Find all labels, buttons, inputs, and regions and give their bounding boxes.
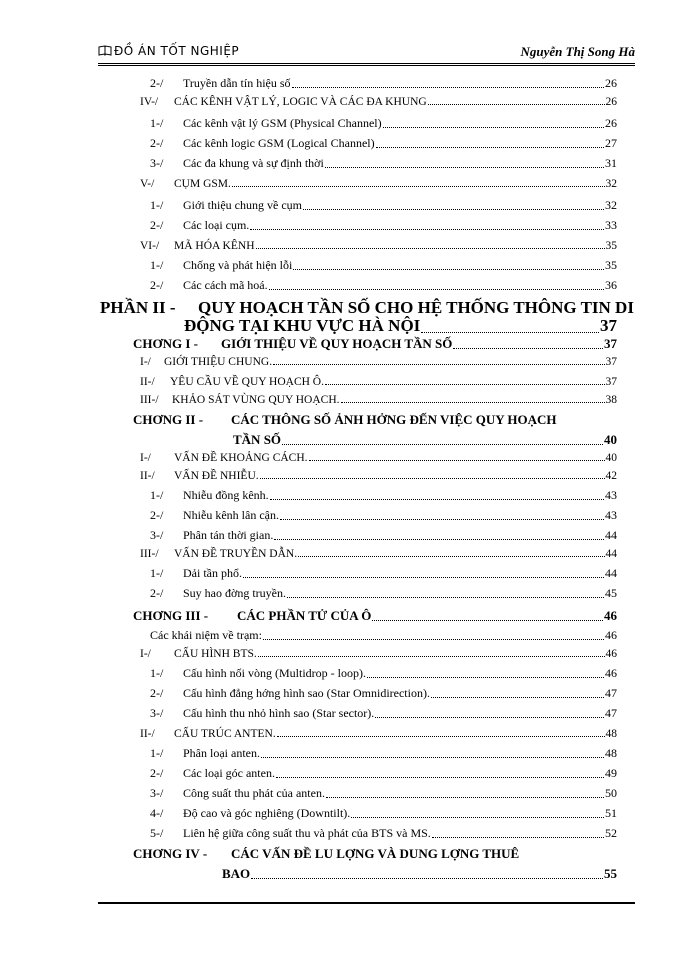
toc-row[interactable]: I-/ GIỚI THIỆU CHUNG. 37: [140, 356, 617, 368]
toc-row[interactable]: 1-/ Dải tần phổ. 44: [150, 566, 617, 580]
toc-chapter[interactable]: CHƠNG I - GIỚI THIỆU VỀ QUY HOẠCH TẦN SỐ 37: [133, 336, 617, 351]
toc-row[interactable]: I-/ CẤU HÌNH BTS. 46: [140, 648, 617, 660]
header-rule: [98, 63, 635, 66]
toc-row[interactable]: II-/ VẤN ĐỀ NHIỄU. 42: [140, 470, 617, 482]
author-name: Nguyễn Thị Song Hà: [520, 44, 635, 59]
toc-row[interactable]: 2-/ Cấu hình đẳng hớng hình sao (Star Omnidirection). 47: [150, 686, 617, 700]
toc-row[interactable]: 2-/ Truyền dẫn tín hiệu số 26: [150, 76, 617, 90]
toc-chapter[interactable]: CHƠNG III - CÁC PHẦN TỬ CỦA Ô 46: [133, 608, 617, 623]
toc-part-heading[interactable]: PHẦN II - QUY HOẠCH TẦN SỐ CHO HỆ THỐNG THÔNG TIN DI: [100, 298, 634, 317]
header-left: [98, 44, 239, 58]
toc-row[interactable]: 5-/ Liên hệ giữa công suất thu và phát của BTS và MS. 52: [150, 826, 617, 840]
toc-row[interactable]: ĐỘNG TẠI KHU VỰC HÀ NỘI 37: [184, 316, 617, 335]
toc-row[interactable]: 1-/ Nhiễu đồng kênh. 43: [150, 488, 617, 502]
toc-row[interactable]: 3-/ Các đa khung và sự định thời 31: [150, 156, 617, 170]
toc-row[interactable]: 2-/ Các loại góc anten. 49: [150, 766, 617, 780]
document-title: ĐỒ ÁN TỐT NGHIỆP: [114, 44, 240, 58]
toc-chapter[interactable]: CHƠNG II - CÁC THÔNG SỐ ẢNH HỞNG ĐẾN VIỆC QUY HOẠCH: [133, 412, 557, 427]
toc-row[interactable]: IV-/ CÁC KÊNH VẬT LÝ, LOGIC VÀ CÁC ĐA KHUNG 26: [140, 96, 617, 108]
page-header: [98, 42, 635, 66]
toc-row[interactable]: 4-/ Độ cao và góc nghiêng (Downtilt). 51: [150, 806, 617, 820]
toc-row[interactable]: 2-/ Các kênh logic GSM (Logical Channel) 27: [150, 136, 617, 150]
toc-row[interactable]: 2-/ Các loại cụm. 33: [150, 218, 617, 232]
toc-row[interactable]: TẦN SỐ 40: [233, 432, 617, 447]
toc-row[interactable]: III-/ KHẢO SÁT VÙNG QUY HOẠCH. 38: [140, 394, 617, 406]
toc-row[interactable]: VI-/ MÃ HÓA KÊNH 35: [140, 240, 617, 252]
toc-row[interactable]: 1-/ Các kênh vật lý GSM (Physical Channel) 26: [150, 116, 617, 130]
toc-row[interactable]: BAO 55: [222, 866, 617, 881]
toc-row[interactable]: Các khái niệm về trạm: 46: [150, 628, 617, 642]
toc-row[interactable]: 2-/ Các cách mã hoá. 36: [150, 278, 617, 292]
toc-row[interactable]: 3-/ Công suất thu phát của anten. 50: [150, 786, 617, 800]
book-icon: [98, 45, 112, 56]
toc-row[interactable]: 2-/ Suy hao đờng truyền. 45: [150, 586, 617, 600]
toc-row[interactable]: 2-/ Nhiễu kênh lân cận. 43: [150, 508, 617, 522]
toc-row[interactable]: 3-/ Cấu hình thu nhỏ hình sao (Star sector). 47: [150, 706, 617, 720]
toc-row[interactable]: V-/ CỤM GSM. 32: [140, 178, 617, 190]
toc-chapter[interactable]: CHƠNG IV - CÁC VẤN ĐỀ LU LỢNG VÀ DUNG LỢNG THUÊ: [133, 846, 520, 861]
footer-rule: [98, 902, 635, 904]
toc-row[interactable]: 1-/ Cấu hình nối vòng (Multidrop - loop). 46: [150, 666, 617, 680]
toc-row[interactable]: 3-/ Phân tán thời gian. 44: [150, 528, 617, 542]
toc-row[interactable]: II-/ CẤU TRÚC ANTEN. 48: [140, 728, 617, 740]
toc-row[interactable]: 1-/ Phân loại anten. 48: [150, 746, 617, 760]
toc-row[interactable]: I-/ VẤN ĐỀ KHOẢNG CÁCH. 40: [140, 452, 617, 464]
toc-row[interactable]: 1-/ Chống và phát hiện lỗi 35: [150, 258, 617, 272]
toc-row[interactable]: II-/ YÊU CẦU VỀ QUY HOẠCH Ô. 37: [140, 376, 617, 388]
toc-row[interactable]: III-/ VẤN ĐỀ TRUYỀN DẪN. 44: [140, 548, 617, 560]
toc-row[interactable]: 1-/ Giới thiệu chung về cụm 32: [150, 198, 617, 212]
